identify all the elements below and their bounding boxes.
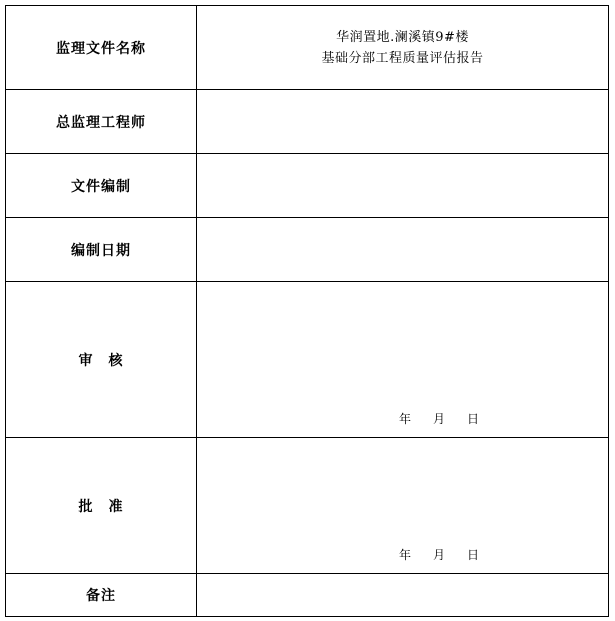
approval-day-label: 日: [467, 548, 480, 562]
label-chief-supervisor: 总监理工程师: [6, 90, 197, 154]
row-preparation-date: [6, 218, 609, 282]
value-preparation-date[interactable]: [197, 218, 609, 282]
review-date: [399, 410, 479, 427]
label-review: 审 核: [6, 282, 197, 438]
review-month-label: 月: [433, 412, 446, 426]
approval-year-label: 年: [399, 548, 412, 562]
approval-date: [399, 546, 479, 563]
row-document-name: [6, 6, 609, 90]
value-chief-supervisor[interactable]: [197, 90, 609, 154]
label-document-name: 监理文件名称: [6, 6, 197, 90]
value-remarks[interactable]: [197, 574, 609, 617]
label-preparation-date: 编制日期: [6, 218, 197, 282]
label-approval: 批 准: [6, 438, 197, 574]
document-title-line-1: 华润置地.澜溪镇9#楼: [336, 29, 469, 45]
row-review: [6, 282, 609, 438]
value-document-name[interactable]: [197, 6, 609, 90]
value-document-preparer[interactable]: [197, 154, 609, 218]
label-document-preparer: 文件编制: [6, 154, 197, 218]
value-approval[interactable]: [197, 438, 609, 574]
label-remarks: 备注: [6, 574, 197, 617]
value-review[interactable]: [197, 282, 609, 438]
document-title-line-2: 基础分部工程质量评估报告: [321, 50, 484, 66]
approval-month-label: 月: [433, 548, 446, 562]
row-chief-supervisor: [6, 90, 609, 154]
row-remarks: [6, 574, 609, 617]
review-year-label: 年: [399, 412, 412, 426]
row-document-preparer: [6, 154, 609, 218]
document-cover-form: [5, 5, 609, 617]
review-day-label: 日: [467, 412, 480, 426]
row-approval: [6, 438, 609, 574]
